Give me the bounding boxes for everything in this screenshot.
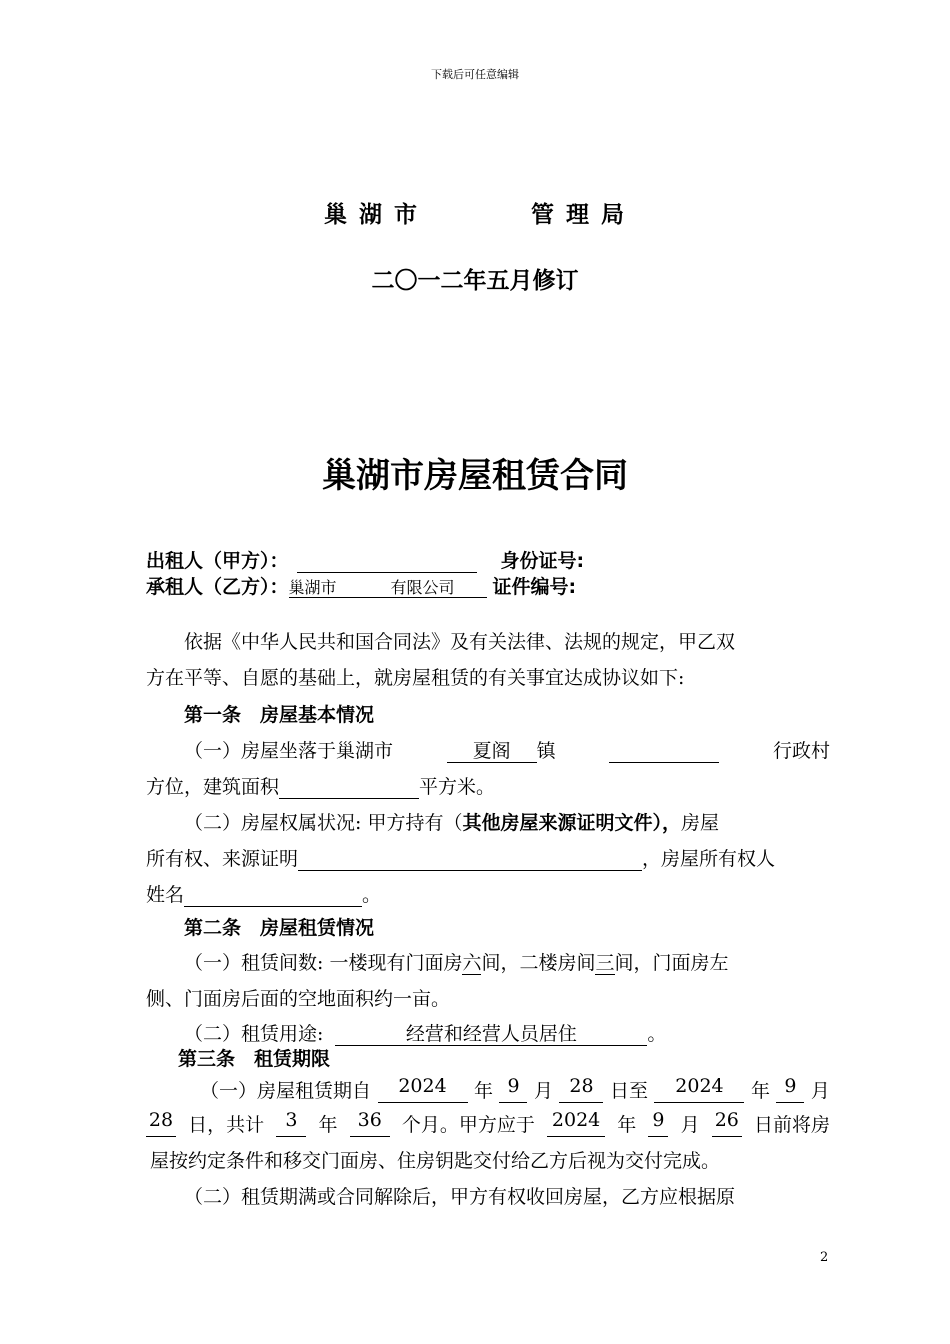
lessee-label: 承租人（乙方）： xyxy=(146,576,289,598)
term-months: 36 xyxy=(350,1110,390,1137)
page-number: 2 xyxy=(820,1250,829,1265)
term-years: 3 xyxy=(276,1110,306,1137)
art1-p2-line3: 姓名 。 xyxy=(146,884,382,906)
cert-label: 证件编号: xyxy=(492,576,577,598)
town-field: 夏阁 xyxy=(447,741,537,763)
art1-p1-line1: （一）房屋坐落于巢湖市 夏阁 镇 行政村 xyxy=(184,736,830,763)
deliver-year: 2024 xyxy=(547,1110,605,1137)
intro-line-1: 依据《中华人民共和国合同法》及有关法律、法规的规定，甲乙双 xyxy=(184,631,736,653)
article-2-title: 第二条 房屋租赁情况 xyxy=(184,917,375,939)
lessor-label: 出租人（甲方）： xyxy=(146,550,289,572)
source-proof-blank xyxy=(298,849,642,871)
art1-p1-line2: 方位，建筑面积 平方米。 xyxy=(146,776,496,798)
end-month: 9 xyxy=(776,1076,804,1103)
header-note: 下载后可任意编辑 xyxy=(431,68,519,81)
intro-line-2: 方在平等、自愿的基础上，就房屋租赁的有关事宜达成协议如下: xyxy=(146,667,685,689)
issuer-title xyxy=(0,196,950,229)
contract-title: 巢湖市房屋租赁合同 xyxy=(322,456,628,496)
lessee-line xyxy=(146,572,576,599)
lessee-name: 巢湖市 有限公司 xyxy=(289,579,487,598)
lessor-line xyxy=(146,546,584,573)
lessor-blank xyxy=(297,551,477,573)
usage-field: 经营和经营人员居住 xyxy=(335,1024,647,1046)
area-blank xyxy=(279,777,419,799)
start-year: 2024 xyxy=(378,1076,468,1103)
room-count: 三 xyxy=(595,952,615,974)
art2-p2: （二）租赁用途: 经营和经营人员居住 。 xyxy=(184,1023,667,1045)
art1-p2-line2: 所有权、来源证明 ，房屋所有权人 xyxy=(146,848,776,870)
deliver-month: 9 xyxy=(648,1110,668,1137)
art2-p1-line2: 侧、门面房后面的空地面积约一亩。 xyxy=(146,988,451,1010)
art3-p2: （二）租赁期满或合同解除后，甲方有权收回房屋，乙方应根据原 xyxy=(184,1186,736,1208)
village-blank xyxy=(609,736,719,763)
revision-date: 二〇一二年五月修订 xyxy=(371,268,579,294)
start-month: 9 xyxy=(499,1076,527,1103)
article-1-title: 第一条 房屋基本情况 xyxy=(184,704,375,726)
art3-p1-line1: （一）房屋租赁期自 2024 年 9 月 28 日至 2024 年 9 月 xyxy=(200,1075,830,1102)
art3-p1-line2: 28 日，共计 3 年 36 个月。甲方应于 2024 年 9 月 26 日前将房 xyxy=(146,1110,830,1137)
deliver-day: 26 xyxy=(712,1110,742,1137)
art3-p1-line3: 屋按约定条件和移交门面房、住房钥匙交付给乙方后视为交付完成。 xyxy=(150,1150,721,1172)
owner-name-blank xyxy=(184,885,362,907)
shop-count: 六 xyxy=(462,952,482,974)
issuer-bureau: 管 理 局 xyxy=(531,202,627,228)
art2-p1-line1: （一）租赁间数: 一楼现有门面房六间，二楼房间三间，门面房左 xyxy=(184,952,729,974)
end-year: 2024 xyxy=(654,1076,744,1103)
art1-p2-line1: （二）房屋权属状况: 甲方持有（其他房屋来源证明文件），房屋 xyxy=(184,812,719,834)
start-day: 28 xyxy=(559,1076,603,1103)
issuer-city: 巢 湖 市 xyxy=(323,202,419,228)
end-day: 28 xyxy=(146,1110,176,1137)
article-3-title: 第三条 租赁期限 xyxy=(178,1048,331,1070)
id-label: 身份证号: xyxy=(500,550,585,572)
